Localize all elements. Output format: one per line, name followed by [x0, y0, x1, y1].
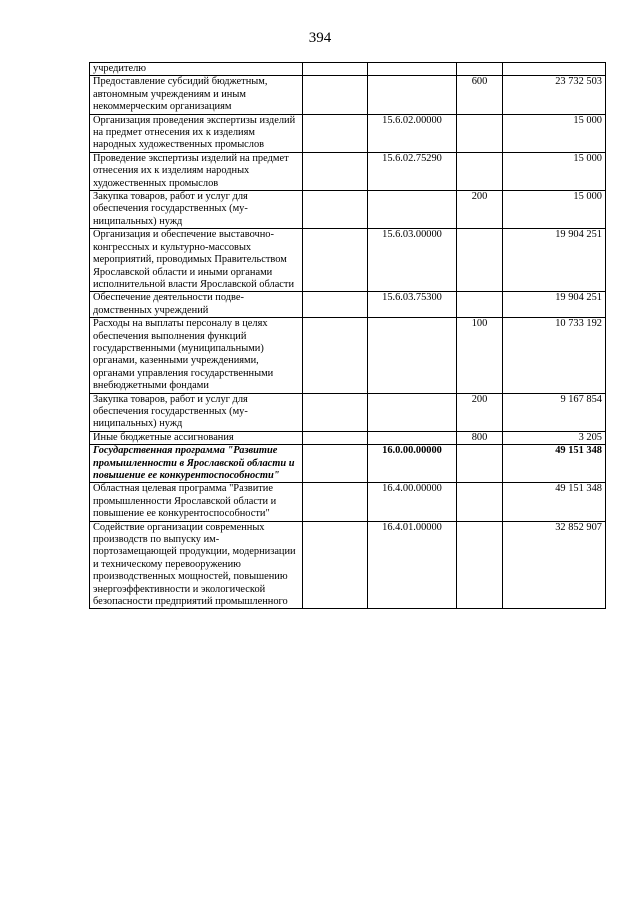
row-empty-cell	[303, 318, 368, 393]
row-name-cell: Организация проведения экспертизы изделий на предмет отнесения их к изделиям народных художественных промыслов	[90, 114, 303, 152]
row-name-cell: Иные бюджетные ассигнования	[90, 431, 303, 444]
row-name-cell: Проведение экспертизы изделий на предмет отнесения их к изделиям народных художественных промыслов	[90, 152, 303, 190]
table-row	[90, 114, 606, 152]
row-expense-type-cell: 100	[457, 318, 503, 393]
row-code-cell	[368, 318, 457, 393]
row-expense-type-cell: 800	[457, 431, 503, 444]
row-name-cell: учредителю	[90, 63, 303, 76]
row-name-cell: Закупка товаров, работ и услуг для обеспечения государственных (муниципальных) нужд	[90, 393, 303, 431]
row-code-cell: 15.6.03.75300	[368, 292, 457, 318]
row-code-cell: 15.6.02.00000	[368, 114, 457, 152]
row-empty-cell	[303, 431, 368, 444]
row-code-cell	[368, 63, 457, 76]
table-row	[90, 229, 606, 292]
row-amount-cell: 19 904 251	[503, 229, 606, 292]
row-amount-cell: 19 904 251	[503, 292, 606, 318]
row-name-cell: Областная целевая программа "Развитие промышленности Ярославской области и повышение ее конкурентоспособности"	[90, 483, 303, 521]
table-row	[90, 191, 606, 229]
row-expense-type-cell	[457, 63, 503, 76]
row-amount-cell: 49 151 348	[503, 445, 606, 483]
row-expense-type-cell	[457, 229, 503, 292]
row-code-cell: 16.0.00.00000	[368, 445, 457, 483]
row-empty-cell	[303, 521, 368, 609]
table-row	[90, 318, 606, 393]
row-name-cell: Расходы на выплаты персоналу в целях обеспечения выполнения функций государственными (муниципальными) органами, казенными учреждениями, органами управления государственными внебюджетными фондами	[90, 318, 303, 393]
row-empty-cell	[303, 76, 368, 114]
row-amount-cell: 10 733 192	[503, 318, 606, 393]
row-amount-cell: 15 000	[503, 114, 606, 152]
row-amount-cell: 15 000	[503, 191, 606, 229]
table-row	[90, 431, 606, 444]
row-code-cell: 15.6.02.75290	[368, 152, 457, 190]
row-name-cell: Закупка товаров, работ и услуг для обеспечения государственных (муниципальных) нужд	[90, 191, 303, 229]
table-row	[90, 63, 606, 76]
row-amount-cell	[503, 63, 606, 76]
row-empty-cell	[303, 445, 368, 483]
row-amount-cell: 23 732 503	[503, 76, 606, 114]
budget-table-body	[90, 63, 606, 609]
row-expense-type-cell: 200	[457, 191, 503, 229]
row-code-cell: 15.6.03.00000	[368, 229, 457, 292]
row-amount-cell: 15 000	[503, 152, 606, 190]
table-row	[90, 521, 606, 609]
row-amount-cell: 3 205	[503, 431, 606, 444]
row-empty-cell	[303, 114, 368, 152]
row-amount-cell: 49 151 348	[503, 483, 606, 521]
row-amount-cell: 32 852 907	[503, 521, 606, 609]
row-name-cell: Содействие организации современных производств по выпуску импортозамещающей продукции, модернизации и техническому перевооружению производственных мощностей, повышению энергоэффективности и экологической безопасности предприятий промышленного	[90, 521, 303, 609]
row-code-cell	[368, 76, 457, 114]
table-row	[90, 76, 606, 114]
table-row	[90, 483, 606, 521]
row-code-cell	[368, 431, 457, 444]
row-empty-cell	[303, 191, 368, 229]
table-row	[90, 152, 606, 190]
row-code-cell: 16.4.00.00000	[368, 483, 457, 521]
row-empty-cell	[303, 63, 368, 76]
budget-table	[89, 62, 606, 609]
row-amount-cell: 9 167 854	[503, 393, 606, 431]
row-name-cell: Обеспечение деятельности подведомственных учреждений	[90, 292, 303, 318]
row-expense-type-cell: 200	[457, 393, 503, 431]
row-expense-type-cell	[457, 445, 503, 483]
row-empty-cell	[303, 393, 368, 431]
row-name-cell: Предоставление субсидий бюджетным, автономным учреждениям и иным некоммерческим организациям	[90, 76, 303, 114]
row-empty-cell	[303, 483, 368, 521]
row-code-cell: 16.4.01.00000	[368, 521, 457, 609]
row-expense-type-cell: 600	[457, 76, 503, 114]
table-row	[90, 445, 606, 483]
row-expense-type-cell	[457, 521, 503, 609]
row-empty-cell	[303, 152, 368, 190]
row-expense-type-cell	[457, 152, 503, 190]
row-code-cell	[368, 191, 457, 229]
row-expense-type-cell	[457, 114, 503, 152]
row-name-cell: Государственная программа "Развитие промышленности в Ярославской области и повышение ее конкурентоспособности"	[90, 445, 303, 483]
row-expense-type-cell	[457, 292, 503, 318]
table-row	[90, 292, 606, 318]
page-number: 394	[308, 30, 332, 46]
row-expense-type-cell	[457, 483, 503, 521]
row-name-cell: Организация и обеспечение выставочно-конгрессных и культурно-массовых мероприятий, проводимых Правительством Ярославской области и иными органами исполнительной власти Ярославской области	[90, 229, 303, 292]
table-row	[90, 393, 606, 431]
row-empty-cell	[303, 292, 368, 318]
row-code-cell	[368, 393, 457, 431]
row-empty-cell	[303, 229, 368, 292]
